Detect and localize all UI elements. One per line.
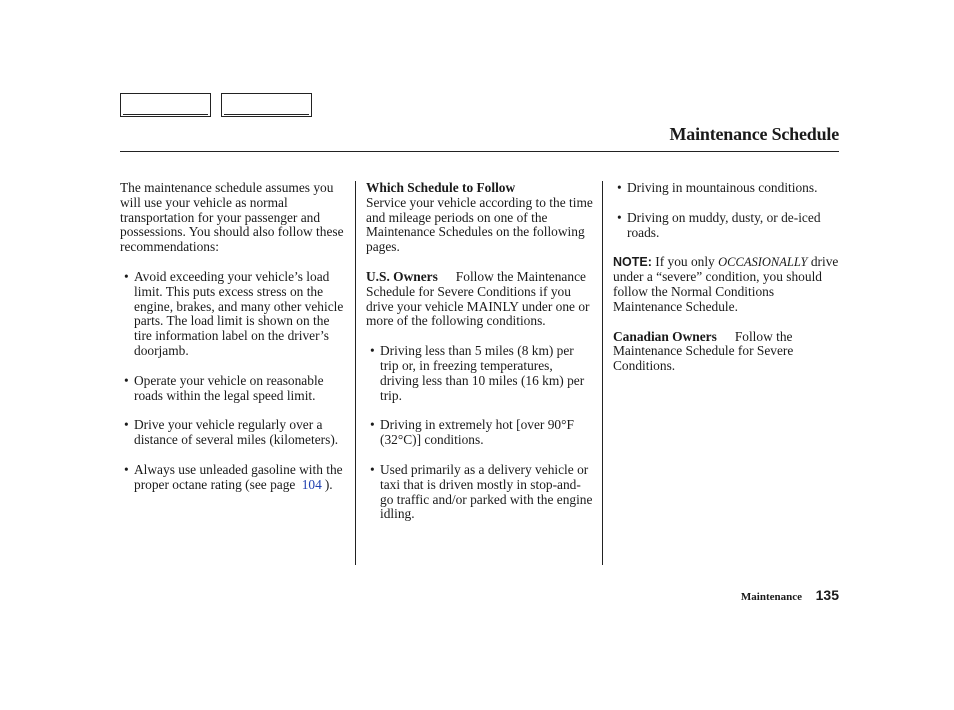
us-owners-paragraph	[366, 270, 594, 329]
title-divider	[120, 151, 839, 152]
column-divider	[602, 181, 603, 565]
section-heading: Which Schedule to Follow	[366, 180, 516, 195]
list-item-text: Avoid exceeding your vehicle’s load limit. This puts excess stress on the engine, brakes, and many other vehicle parts. The load limit is shown on the tire information label on the driver’s doorjamb.	[134, 268, 344, 358]
list-item-text: Drive your vehicle regularly over a distance of several miles (kilometers).	[134, 417, 339, 448]
canadian-owners-paragraph	[613, 330, 841, 374]
list-item	[613, 181, 841, 196]
list-item	[366, 344, 594, 403]
list-item-text-end: ).	[324, 476, 333, 492]
bullet-icon: •	[617, 180, 622, 195]
list-item	[120, 270, 348, 359]
note-text-start: If you only	[655, 254, 715, 270]
bullet-icon: •	[124, 268, 129, 284]
page-title: Maintenance Schedule	[669, 124, 839, 144]
note-label: NOTE:	[613, 255, 652, 270]
list-item-text: Driving in mountainous conditions.	[627, 180, 818, 195]
column-middle	[366, 181, 594, 537]
canadian-owners-text: Follow the Maintenance Schedule for Severe Conditions.	[613, 328, 794, 374]
list-item-text: Always use unleaded gasoline with the proper octane rating (see page	[134, 461, 343, 492]
bullet-icon: •	[124, 461, 129, 477]
list-item	[613, 211, 841, 241]
page-reference-link[interactable]: 104	[301, 476, 322, 492]
column-right	[613, 181, 841, 389]
bullet-icon: •	[370, 461, 375, 477]
note-emphasis: OCCASIONALLY	[718, 255, 808, 270]
note-paragraph	[613, 255, 841, 314]
list-item	[120, 374, 348, 404]
list-item-text: Used primarily as a delivery vehicle or taxi that is driven mostly in stop-and-go traffic and/or parked with the engine idling.	[380, 461, 593, 522]
intro-paragraph: The maintenance schedule assumes you will use your vehicle as normal transportation for your passenger and possessions. You should also follow these recommendations:	[120, 180, 344, 255]
list-item-text: Driving less than 5 miles (8 km) per trip or, in freezing temperatures, driving less than 10 miles (16 km) per trip.	[380, 343, 585, 403]
list-item	[366, 418, 594, 448]
canadian-owners-label: Canadian Owners	[613, 328, 717, 344]
previous-page-button[interactable]	[120, 93, 211, 117]
list-item-text: Operate your vehicle on reasonable roads within the legal speed limit.	[134, 372, 324, 403]
bullet-icon: •	[370, 417, 375, 433]
bullet-icon: •	[617, 209, 622, 225]
list-item	[120, 463, 348, 493]
list-item	[366, 463, 594, 522]
footer-section-name: Maintenance	[740, 591, 802, 603]
severe-conditions-list	[366, 344, 594, 522]
bullet-icon: •	[124, 417, 129, 433]
recommendation-list	[120, 270, 348, 493]
bullet-icon: •	[124, 372, 129, 388]
bullet-icon: •	[370, 343, 375, 359]
page-number: 135	[815, 587, 839, 603]
column-divider	[355, 181, 356, 565]
list-item-text: Driving in extremely hot [over 90°F (32°C)] conditions.	[380, 417, 574, 448]
next-page-button[interactable]	[221, 93, 312, 117]
severe-conditions-list-continued	[613, 181, 841, 240]
note-text-end: drive under a “severe” condition, you should follow the Normal Conditions Maintenance Schedule.	[613, 254, 839, 314]
schedule-intro-paragraph: Service your vehicle according to the time and mileage periods on one of the Maintenance Schedules on the following pages.	[366, 194, 593, 255]
us-owners-text: Follow the Maintenance Schedule for Severe Conditions if you drive your vehicle MAINLY under one or more of the following conditions.	[366, 268, 590, 329]
us-owners-label: U.S. Owners	[366, 268, 438, 284]
column-left	[120, 181, 348, 508]
list-item	[120, 418, 348, 448]
list-item-text: Driving on muddy, dusty, or de-iced roads.	[627, 209, 821, 240]
